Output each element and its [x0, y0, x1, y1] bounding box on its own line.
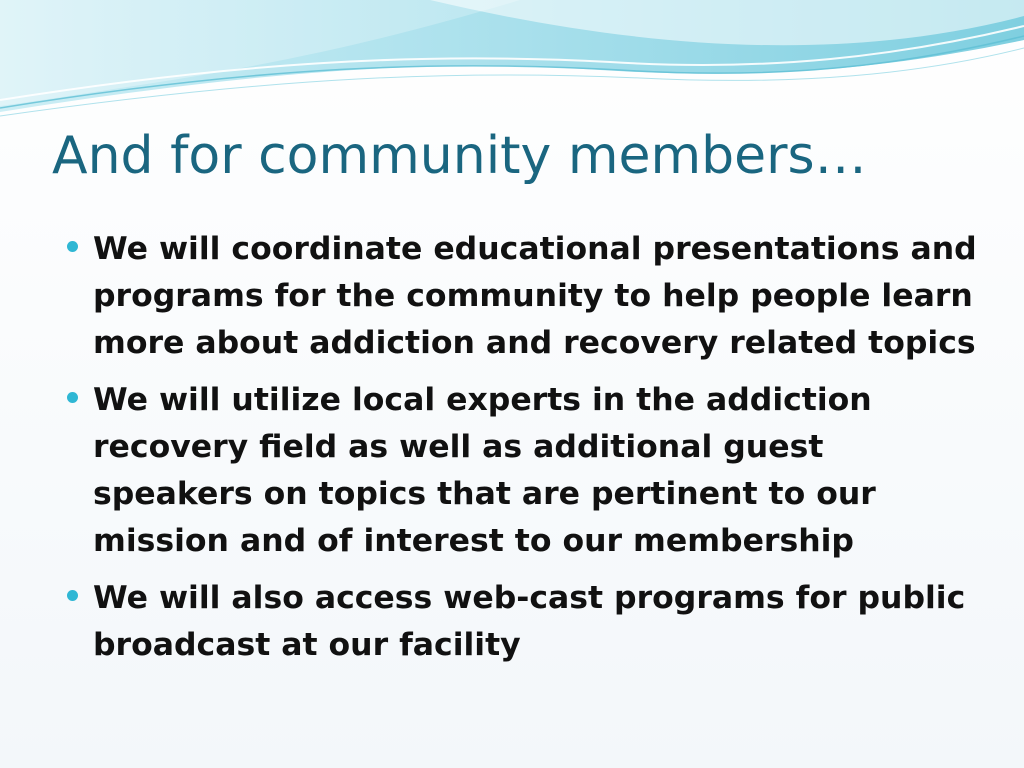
bullet-text: We will also access web-cast programs for public broadcast at our facility: [93, 580, 966, 663]
bullet-item: [62, 377, 982, 565]
bullet-text: We will utilize local experts in the addiction recovery field as well as additional guest speakers on topics that are pertinent to our mission and of interest to our membership: [93, 382, 876, 559]
bullet-dot-icon: [67, 241, 78, 252]
bullet-item: [62, 226, 982, 367]
bullet-dot-icon: [67, 590, 78, 601]
slide-title: And for community members…: [52, 126, 867, 186]
bullet-text: We will coordinate educational presentations and programs for the community to help people learn more about addiction and recovery related topics: [93, 231, 977, 361]
bullet-list: [62, 226, 982, 679]
bullet-dot-icon: [67, 392, 78, 403]
header-wave-decoration: [0, 0, 1024, 130]
bullet-item: [62, 575, 982, 669]
